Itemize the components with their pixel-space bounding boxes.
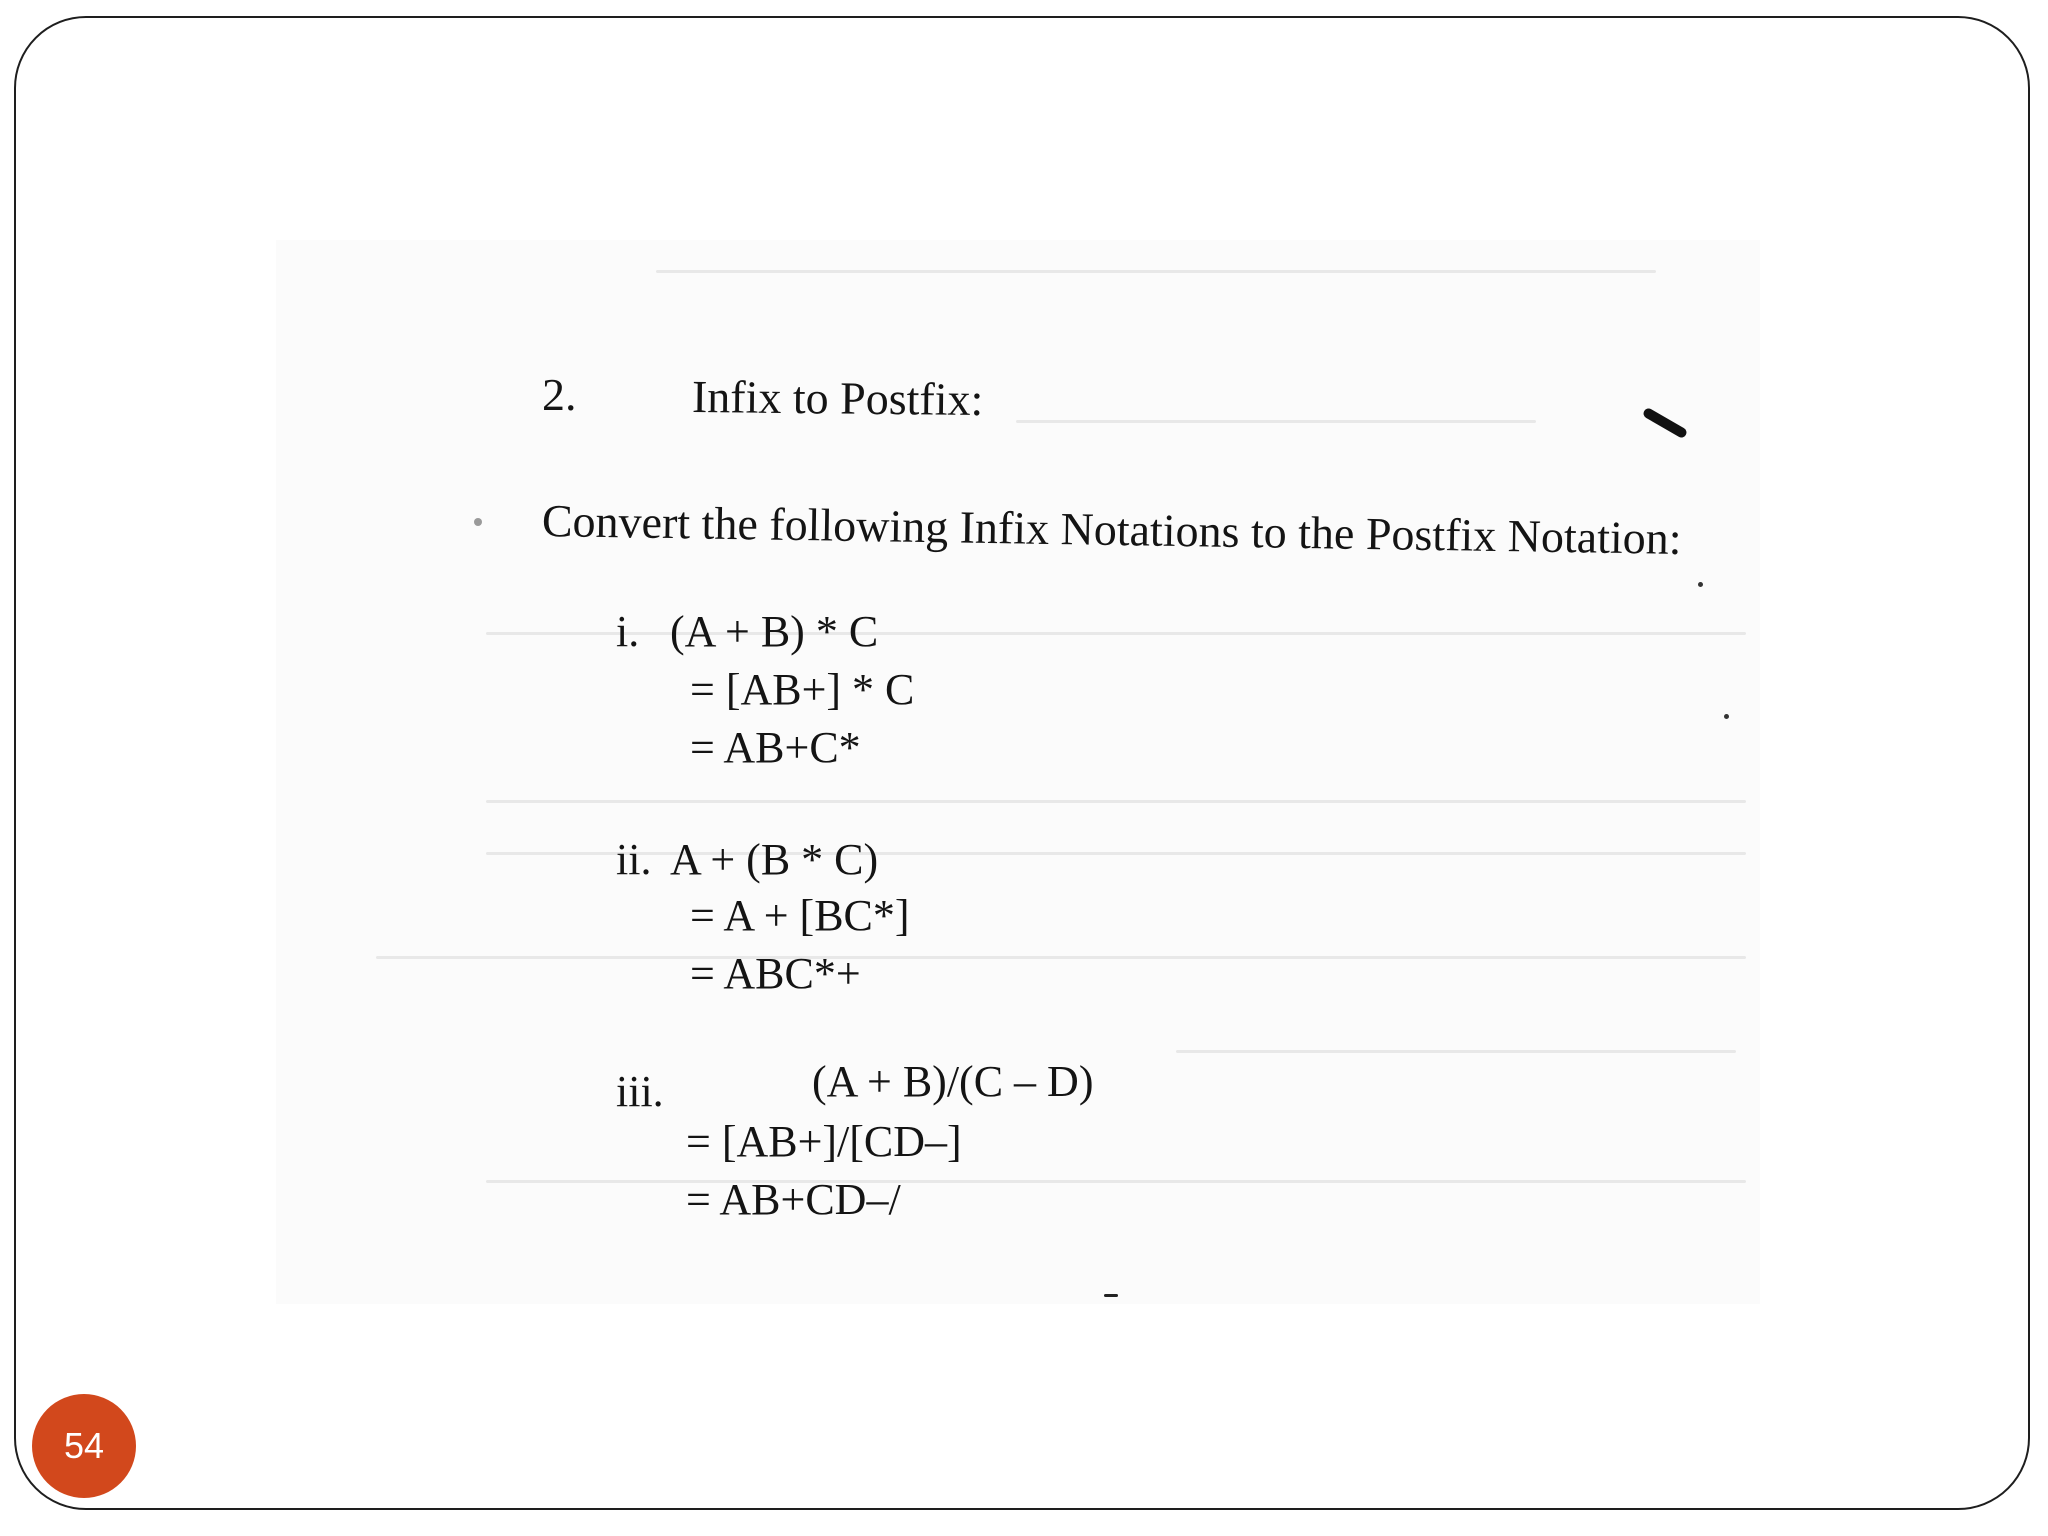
scan-speck [1724, 714, 1729, 719]
bleed-through-line [486, 800, 1746, 803]
pen-mark [1642, 407, 1689, 440]
bullet-dot [474, 518, 482, 526]
solution-step: = A + [BC*] [690, 891, 910, 940]
solution-step: = AB+CD–/ [686, 1175, 901, 1224]
solution-step: = [AB+] * C [690, 665, 915, 714]
section-number: 2. [542, 369, 577, 420]
solution-step: = ABC*+ [690, 949, 861, 998]
problem-label: ii. [616, 835, 652, 884]
solution-step: = [AB+]/[CD–] [686, 1117, 962, 1166]
instruction-text: Convert the following Infix Notations to the Postfix Notation: [541, 495, 1682, 564]
scan-mark [1104, 1294, 1118, 1297]
bleed-through-line [376, 956, 1746, 959]
bleed-through-line [656, 270, 1656, 273]
problem-expression: (A + B) * C [670, 607, 879, 656]
scan-speck [1698, 582, 1703, 587]
problem-label: i. [616, 607, 640, 656]
problem-label: iii. [616, 1067, 664, 1116]
bleed-through-line [486, 1180, 1746, 1183]
section-title: Infix to Postfix: [691, 371, 984, 426]
problem-expression: A + (B * C) [670, 835, 879, 884]
bleed-through-line [1016, 420, 1536, 423]
problem-expression: (A + B)/(C – D) [812, 1057, 1094, 1106]
solution-step: = AB+C* [690, 723, 861, 772]
scanned-page [276, 240, 1760, 1304]
bleed-through-line [1176, 1050, 1736, 1053]
page-number-badge: 54 [32, 1394, 136, 1498]
